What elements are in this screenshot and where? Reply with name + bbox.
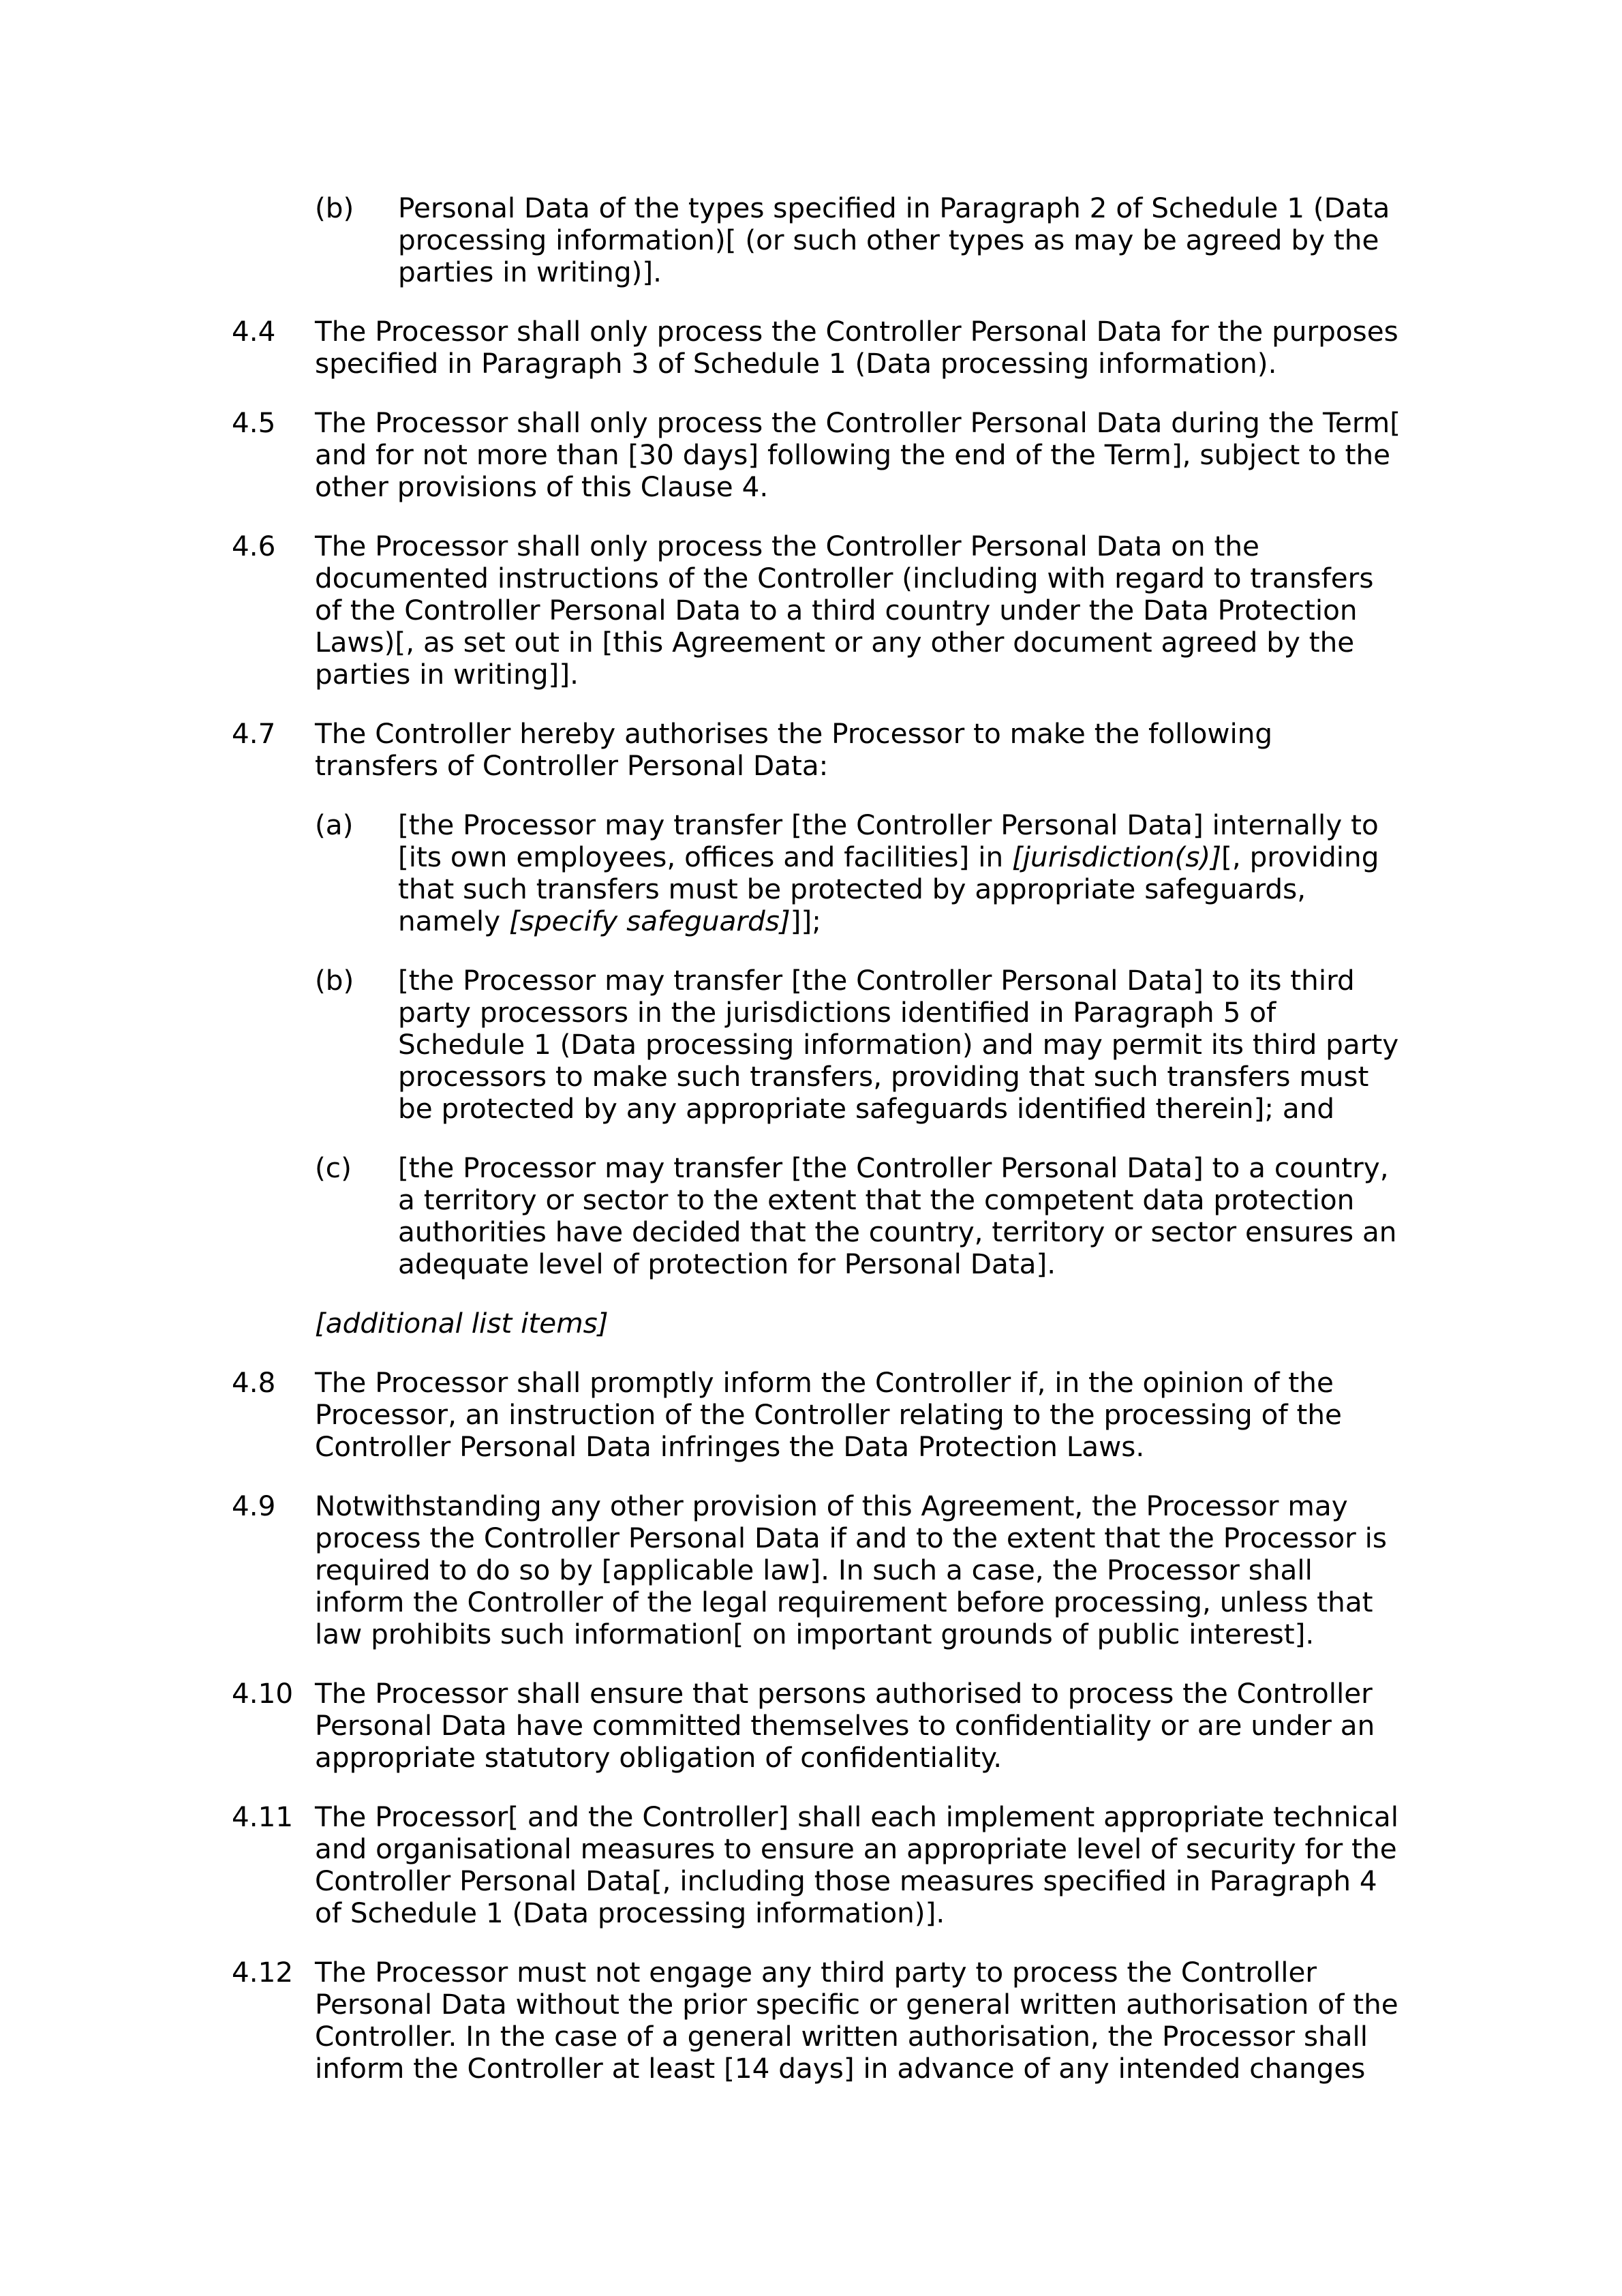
clause-4-5 [232, 407, 1404, 503]
clause-text: The Controller hereby authorises the Processor to make the following transfers of Controller Personal Data: [315, 717, 1273, 782]
clause-4-4 [232, 316, 1404, 380]
clause-text: The Processor shall only process the Controller Personal Data for the purposes specified in Paragraph 3 of Schedule 1 (Data processing information). [315, 315, 1398, 380]
clause-4-9 [232, 1490, 1404, 1650]
clause-text: The Processor shall ensure that persons authorised to process the Controller Personal Data have committed themselves to confidentiality or are under an appropriate statutory obligation of confidentiality. [315, 1677, 1375, 1774]
clause-number: 4.11 [232, 1800, 294, 1833]
document-body [232, 192, 1404, 2085]
clause-text: Notwithstanding any other provision of this Agreement, the Processor may process the Controller Personal Data if and to the extent that the Processor is required to do so by [applicable law]. In such a case, the Processor shall inform the Controller of the legal requirement before processing, unless that law prohibits such information[ on important grounds of public interest]. [315, 1490, 1388, 1650]
clause-number: 4.10 [232, 1677, 294, 1710]
clause-text: The Processor shall only process the Controller Personal Data during the Term[ and for not more than [30 days] following the end of the Term], subject to the other provisions of this Clause 4. [315, 406, 1401, 503]
clause-text: The Processor shall promptly inform the Controller if, in the opinion of the Processor, an instruction of the Controller relating to the processing of the Controller Personal Data infringes the Data Protection Laws. [315, 1366, 1342, 1463]
clause-4-8 [232, 1367, 1404, 1463]
clause-number: 4.7 [232, 717, 276, 750]
item-number: (b) [315, 192, 354, 224]
item-text: Personal Data of the types specified in Paragraph 2 of Schedule 1 (Data processing information)[ (or such other types as may be agreed by the parties in writing)]. [398, 192, 1390, 288]
item-text: [the Processor may transfer [the Controller Personal Data] to a country, a territory or sector to the extent that the competent data protection authorities have decided that the country, territory or sector ensures an adequate level of protection for Personal Data]. [398, 1151, 1397, 1280]
item-text-part: [, providing that such transfers must be protected by appropriate safeguards, namely [398, 841, 1379, 937]
clause-4-12 [232, 1957, 1404, 2085]
placeholder-safeguards: [specify safeguards] [508, 905, 791, 937]
list-item-b-third-party-transfers [232, 965, 1404, 1125]
clause-number: 4.12 [232, 1956, 294, 1989]
item-number: (a) [315, 809, 354, 841]
item-number: (b) [315, 964, 354, 997]
item-text-part: ]]; [790, 905, 821, 937]
clause-number: 4.5 [232, 406, 276, 439]
item-number: (c) [315, 1151, 352, 1184]
clause-4-7 [232, 718, 1404, 782]
clause-text: The Processor[ and the Controller] shall each implement appropriate technical and organisational measures to ensure an appropriate level of security for the Controller Personal Data[, including those measures specified in Paragraph 4 of Schedule 1 (Data processing information)]. [315, 1800, 1398, 1929]
list-item-c-adequate-country-transfers [232, 1152, 1404, 1280]
clause-text: The Processor shall only process the Controller Personal Data on the documented instructions of the Controller (including with regard to transfers of the Controller Personal Data to a third country under the Data Protection Laws)[, as set out in [this Agreement or any other document agreed by the parties in writing]]. [315, 530, 1374, 691]
item-text [398, 809, 1379, 937]
additional-list-items-note: [additional list items] [315, 1307, 609, 1340]
clause-4-10 [232, 1678, 1404, 1774]
clause-4-6 [232, 530, 1404, 691]
clause-4-11 [232, 1801, 1404, 1929]
clause-number: 4.4 [232, 315, 276, 348]
list-item-a-internal-transfers [232, 809, 1404, 937]
clause-number: 4.6 [232, 530, 276, 562]
placeholder-jurisdictions: [jurisdiction(s)] [1012, 841, 1222, 873]
clause-text: The Processor must not engage any third party to process the Controller Personal Data without the prior specific or general written authorisation of the Controller. In the case of a general written authorisation, the Processor shall inform the Controller at least [14 days] in advance of any intended changes [315, 1956, 1398, 2085]
clause-number: 4.8 [232, 1366, 276, 1399]
item-text: [the Processor may transfer [the Controller Personal Data] to its third party processors in the jurisdictions identified in Paragraph 5 of Schedule 1 (Data processing information) and may permit its third party processors to make such transfers, providing that such transfers must be protected by any appropriate safeguards identified therein]; and [398, 964, 1399, 1125]
list-item-b-personal-data-types [232, 192, 1404, 288]
item-text-part: [the Processor may transfer [the Controller Personal Data] internally to [its own employees, offices and facilities] in [398, 809, 1379, 873]
clause-number: 4.9 [232, 1490, 276, 1522]
